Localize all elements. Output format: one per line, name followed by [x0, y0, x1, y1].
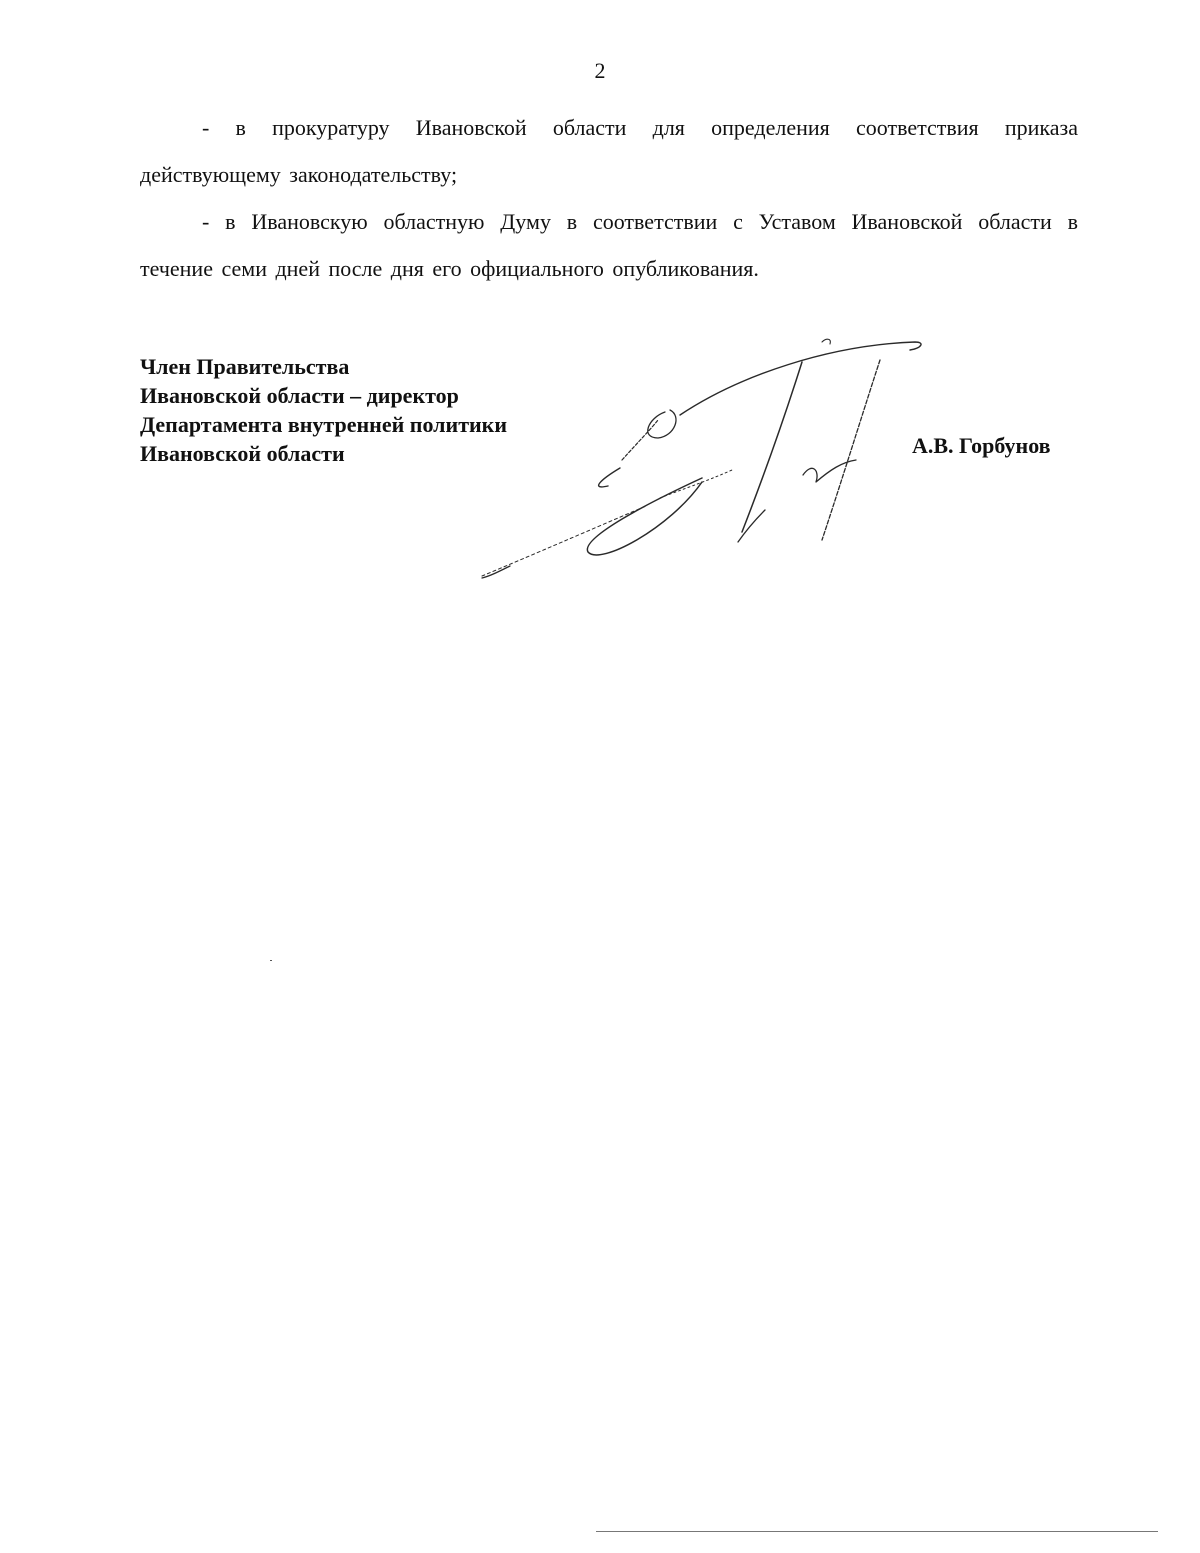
scan-speck [270, 960, 272, 961]
signer-position-line: Член Правительства [140, 354, 350, 379]
paragraph-prosecutor: - в прокуратуру Ивановской области для определения соответствия приказа действующему законодательству; [140, 115, 1078, 187]
scan-bottom-line [596, 1531, 1158, 1532]
signer-position-line: Ивановской области – директор [140, 383, 459, 408]
signer-position-line: Департамента внутренней политики [140, 412, 508, 437]
handwritten-signature-icon [470, 320, 940, 590]
paragraph-duma: - в Ивановскую областную Думу в соответствии с Уставом Ивановской области в течение семи дней после дня его официального опубликования. [140, 209, 1078, 281]
signer-position [140, 352, 507, 468]
signer-position-line: Ивановской области [140, 441, 345, 466]
page-number: 2 [594, 58, 606, 83]
signer-name: А.В. Горбунов [912, 433, 1051, 458]
body-text [140, 104, 1078, 292]
